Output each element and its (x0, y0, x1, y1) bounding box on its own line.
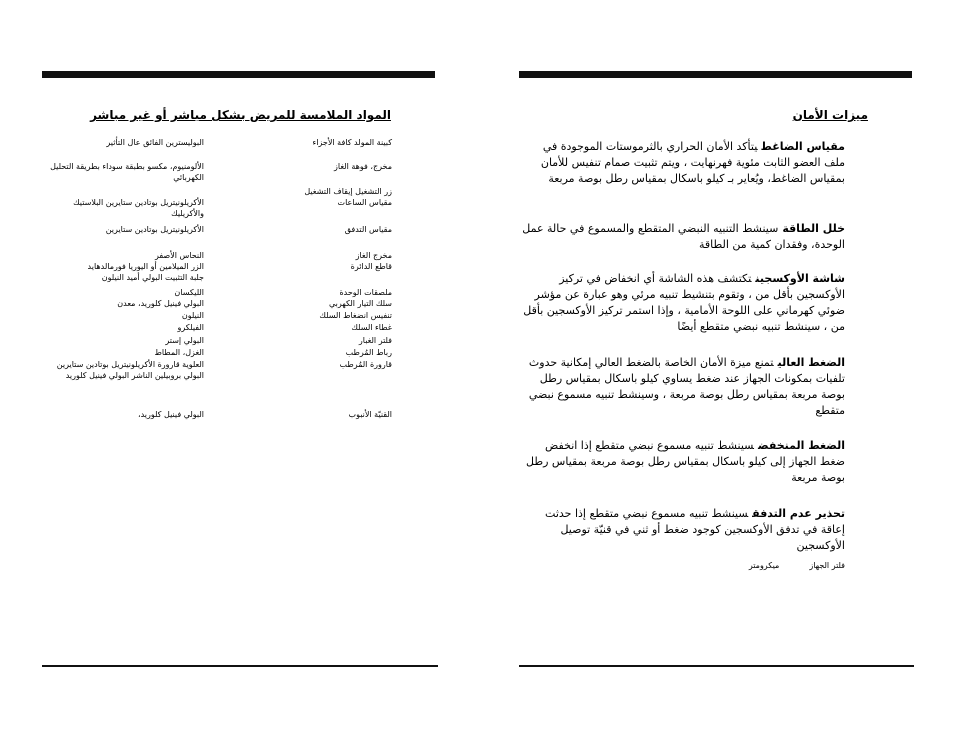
material-name: الأكريلونيتريل بوتادين ستايرين البلاستيك والأكريليك (73, 198, 204, 218)
material-name: البولي إستر (165, 336, 204, 345)
part-name: قارورة المُرطب (339, 360, 392, 369)
feature-oxygen-monitor (520, 271, 845, 335)
part-name: فلتر الغبار (358, 336, 392, 345)
part-name: القنيّة الأنبوب (348, 410, 392, 419)
right-page-top-rule (519, 71, 912, 78)
feature-text: سينشط التنبيه النبضي المتقطع والمسموع في حالة عمل الوحدة، وفقدان كمية من الطاقة (522, 222, 845, 251)
filter-label: فلتر الجهاز (809, 561, 845, 570)
material-name: الغزل، المطاط (154, 348, 204, 357)
part-name: زر التشغيل إيقاف التشغيل (304, 187, 392, 196)
part-name: مخرج، فوهة الغاز (334, 162, 392, 171)
part-name: مقياس التدفق (344, 225, 392, 234)
feature-name: شاشة الأوكسجين (755, 272, 845, 285)
feature-compressor-gauge (520, 139, 845, 187)
material-name: العلوية قارورة الأكريلونيتريل بوتادين ستايرين البولي بروبيلين الناشر البولي فينيل كلوريد (56, 360, 204, 380)
left-page-top-rule (42, 71, 435, 78)
feature-text: تكتشف هذه الشاشة أي انخفاض في تركيز الأوكسجين بأقل من ، وتقوم بتنشيط تنبيه مرئي وهو عبارة عن مؤشر ضوئي كهرماني على اللوحة الأمامية ، وإذا استمر تركيز الأوكسجين بأقل من ، سينشط تنبيه نبضي متقطع أيضًا (523, 272, 845, 333)
feature-text: سينشط تنبيه مسموع نبضي متقطع إذا حدثت إعاقة في تدفق الأوكسجين كوجود ضغط أو ثني في قنيّة توصيل الأوكسجين (545, 507, 845, 552)
material-name: جلبة التثبيت البولي أميد النيلون (101, 273, 204, 282)
material-name: البولي فينيل كلوريد، معدن (117, 299, 204, 308)
feature-low-pressure (520, 438, 845, 486)
material-name: الليكسان (174, 288, 204, 297)
part-name: رباط المُرطب (345, 348, 392, 357)
right-page-bottom-rule (519, 665, 914, 667)
part-name: مخرج الغاز (355, 251, 392, 260)
safety-page-title: ميزات الأمان (792, 108, 868, 122)
material-name: النيلون (181, 311, 204, 320)
part-name: تنفيس انضغاط السلك (319, 311, 392, 320)
part-name: مقياس الساعات (337, 198, 392, 207)
device-filter-note (520, 561, 845, 570)
part-name: قاطع الدائرة (350, 262, 392, 271)
feature-high-pressure (520, 355, 845, 419)
feature-name: الضغط المنخفض (757, 439, 845, 452)
material-name: الألومنيوم، مكسو بطبقة سوداء بطريقة التحليل الكهربائي (50, 162, 204, 182)
material-name: الفيلكرو (177, 323, 204, 332)
feature-no-flow-warning (520, 506, 845, 554)
part-name: غطاء السلك (351, 323, 392, 332)
material-name: الزر الميلامين أو اليوريا فورمالدهايد (87, 262, 204, 271)
material-name: النحاس الأصفر (154, 251, 204, 260)
filter-unit: ميكرومتر (748, 561, 780, 570)
feature-name: مقياس الضاغط (761, 140, 845, 153)
feature-text: تمنع ميزة الأمان الخاصة بالضغط العالي إمكانية حدوث تلفيات بمكونات الجهاز عند ضغط يساوي كيلو باسكال بمقياس رطل بوصة مربعة بمقياس رطل بوصة مربعة ، وسينشط تنبيه مسموع نبضي متقطع (528, 356, 845, 417)
feature-text: سينشط تنبيه مسموع نبضي متقطع إذا انخفض ضغط الجهاز إلى كيلو باسكال بمقياس رطل بوصة مربعة بمقياس رطل بوصة مربعة (526, 439, 845, 484)
part-name: ملصقات الوحدة (339, 288, 392, 297)
feature-power-failure (520, 221, 845, 253)
part-name: سلك التيار الكهربي (328, 299, 392, 308)
material-name: البولي فينيل كلوريد، (138, 410, 204, 419)
material-name: الأكريلونيتريل بوتادين ستايرين (105, 225, 204, 234)
feature-text: يتأكد الأمان الحراري بالثرموستات الموجودة في ملف العضو الثابت مئوية فهرنهايت ، ويتم تثبيت صمام تنفيس للأمان بمقياس الضاغط، ويُعاير بـ كيلو باسكال بمقياس رطل بوصة مربعة (540, 140, 845, 185)
part-name: كبينة المولد كافة الأجزاء (312, 138, 392, 147)
left-page-bottom-rule (42, 665, 438, 667)
material-name: البوليسترين الفائق عال التأثير (106, 138, 204, 147)
feature-name: الضغط العالي (777, 356, 845, 369)
feature-name: خلل الطاقة (782, 222, 845, 235)
materials-page-title: المواد الملامسة للمريض بشكل مباشر أو غير مباشر (90, 108, 391, 122)
feature-name: تحذير عدم التدفق (752, 507, 845, 520)
